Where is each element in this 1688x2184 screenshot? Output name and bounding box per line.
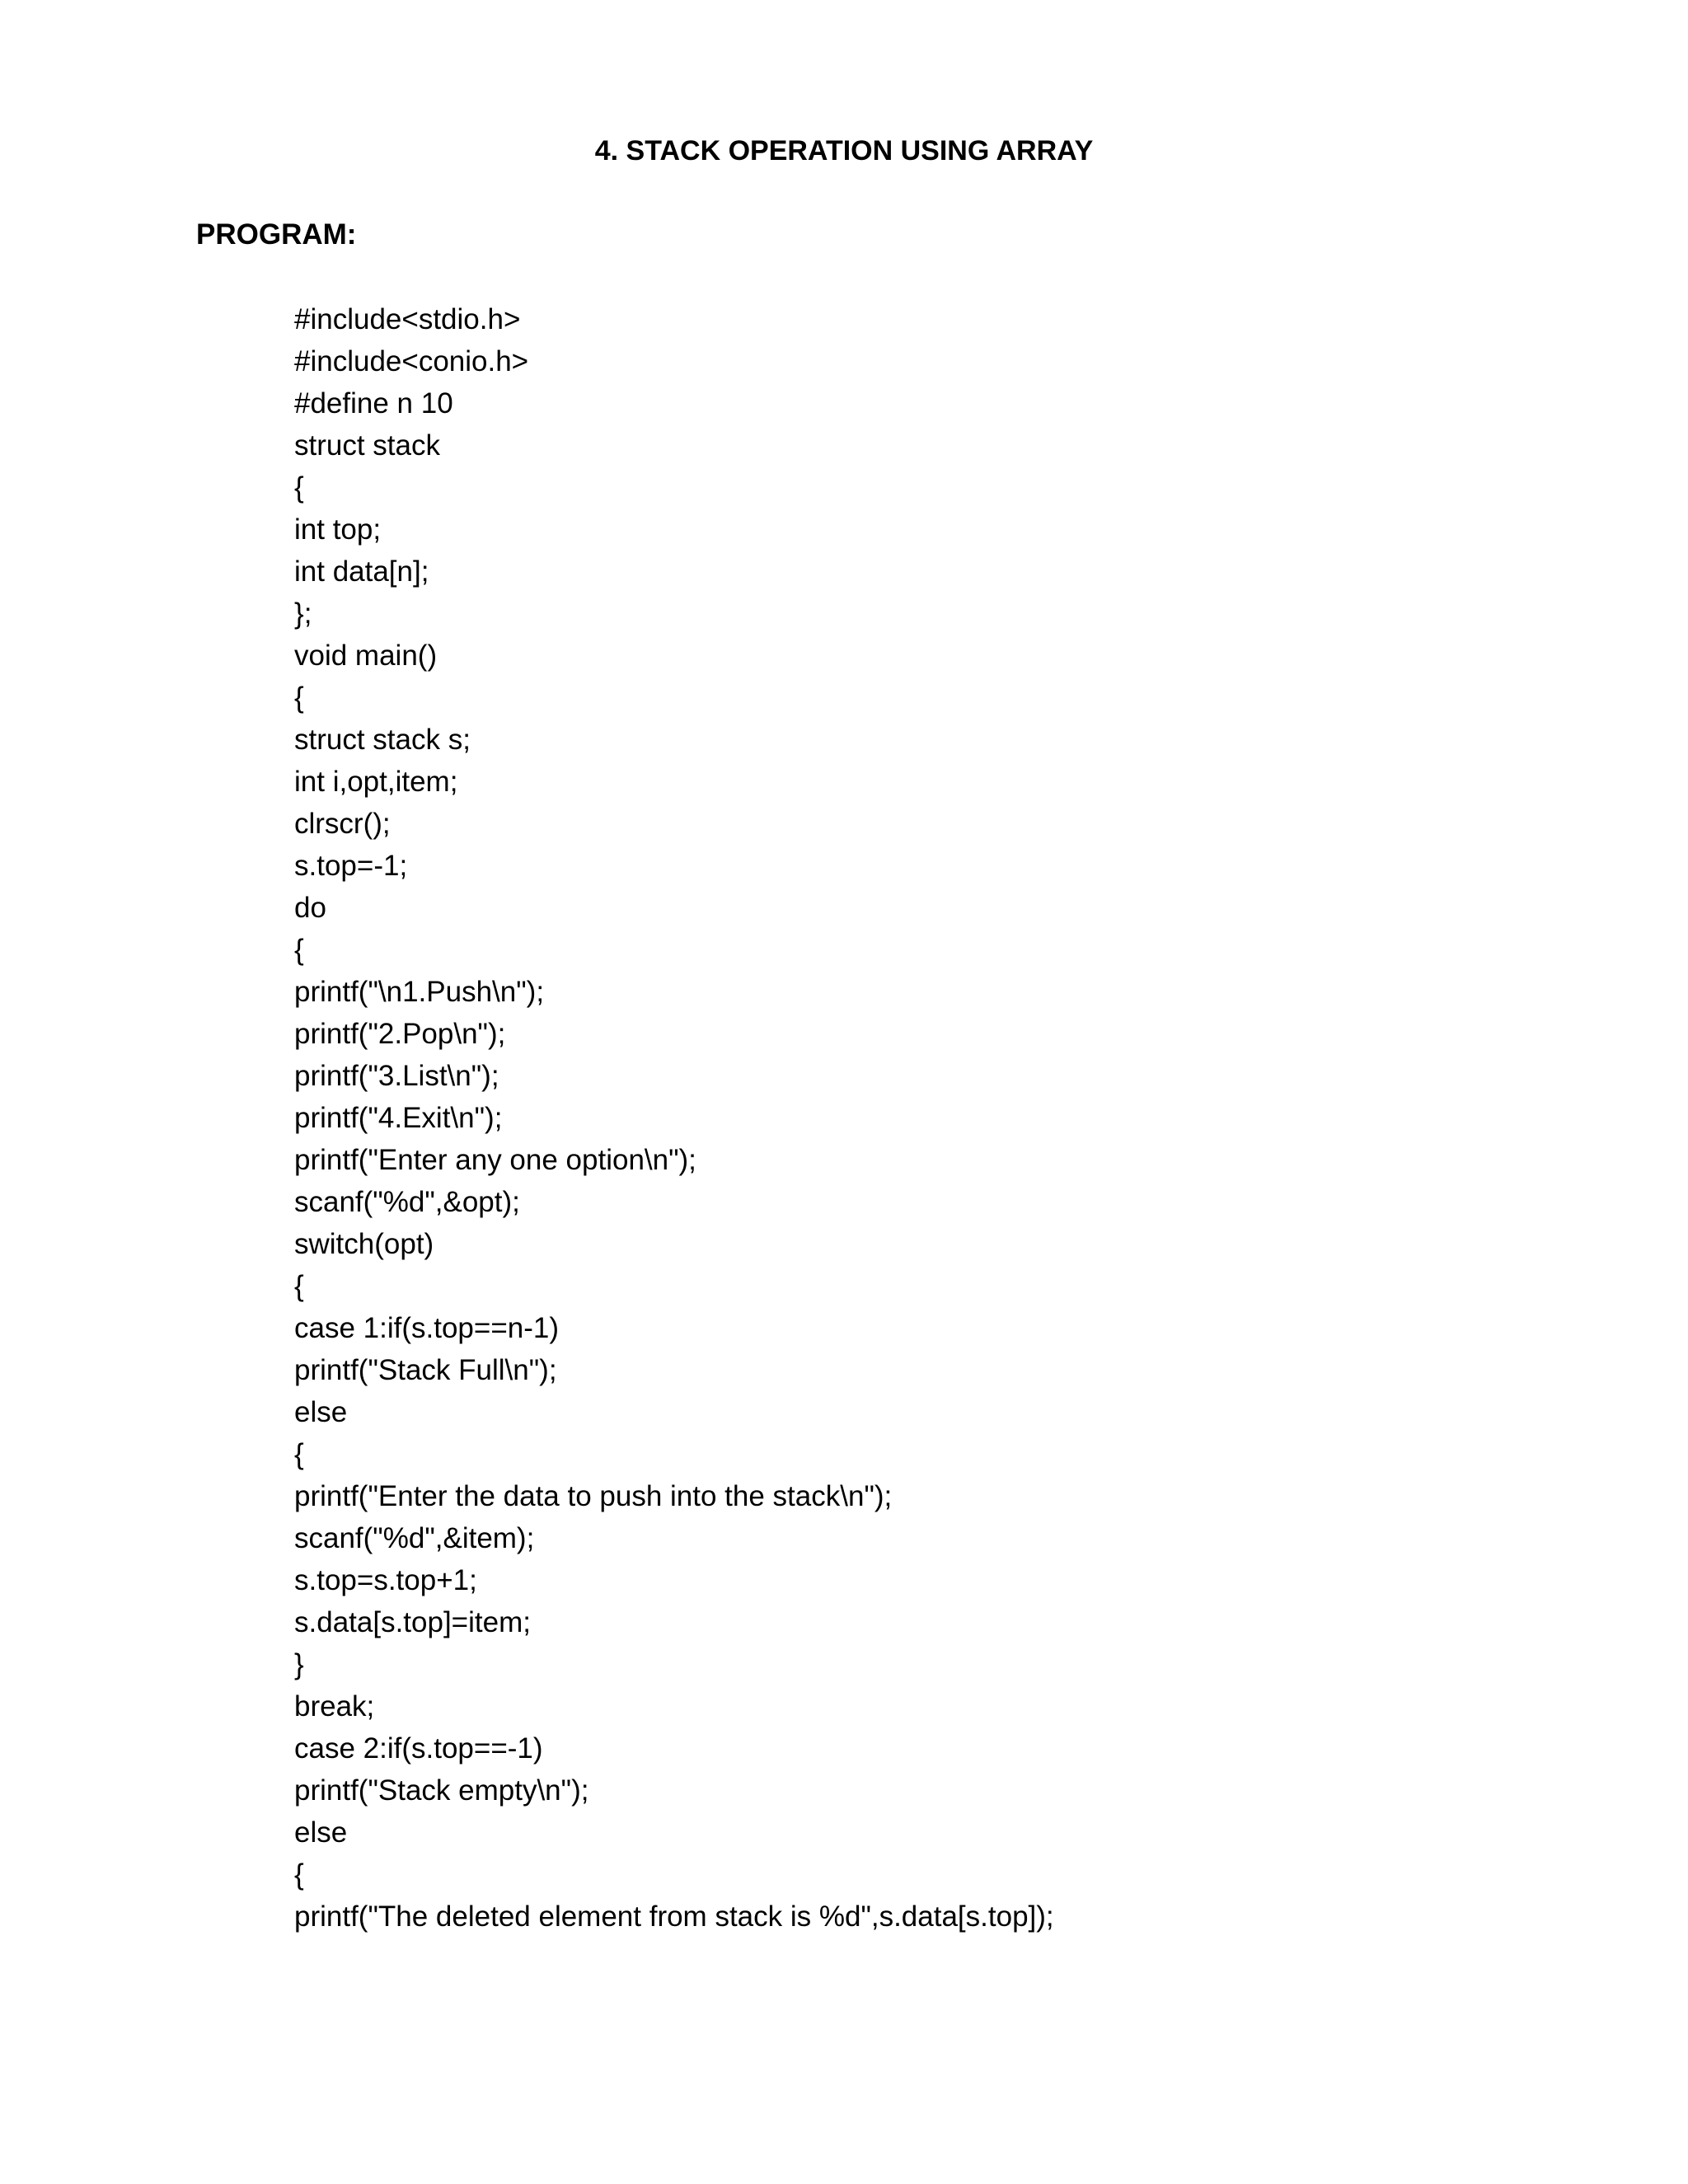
code-line: printf("Stack empty\n");	[294, 1774, 589, 1807]
code-line: switch(opt)	[294, 1228, 434, 1260]
code-line: s.top=-1;	[294, 850, 408, 882]
code-line: printf("4.Exit\n");	[294, 1102, 503, 1134]
code-line: scanf("%d",&item);	[294, 1522, 535, 1554]
code-line: #include<conio.h>	[294, 345, 529, 377]
code-line: struct stack s;	[294, 724, 471, 756]
code-line: printf("Stack Full\n");	[294, 1354, 557, 1386]
code-line: case 1:if(s.top==n-1)	[294, 1312, 559, 1344]
code-line: int i,opt,item;	[294, 766, 458, 798]
code-line: s.top=s.top+1;	[294, 1564, 477, 1596]
code-line: break;	[294, 1690, 375, 1722]
code-line: };	[294, 598, 312, 630]
code-line: {	[294, 1858, 304, 1891]
code-line: #include<stdio.h>	[294, 303, 521, 335]
code-line: void main()	[294, 640, 438, 672]
code-line: {	[294, 1438, 304, 1470]
code-line: {	[294, 682, 304, 714]
code-line: do	[294, 892, 326, 924]
code-line: else	[294, 1816, 348, 1849]
code-line: printf("\n1.Push\n");	[294, 976, 545, 1008]
code-line: printf("Enter the data to push into the stack\n");	[294, 1480, 893, 1512]
code-line: case 2:if(s.top==-1)	[294, 1732, 543, 1765]
code-line: {	[294, 471, 304, 504]
code-line: struct stack	[294, 429, 440, 462]
code-line: {	[294, 1270, 304, 1302]
code-line: {	[294, 934, 304, 966]
code-line: s.data[s.top]=item;	[294, 1606, 531, 1638]
code-line: printf("Enter any one option\n");	[294, 1144, 696, 1176]
code-line: int top;	[294, 513, 382, 546]
code-line: }	[294, 1648, 304, 1680]
code-line: scanf("%d",&opt);	[294, 1186, 520, 1218]
code-line: clrscr();	[294, 808, 391, 840]
section-heading: PROGRAM:	[196, 218, 357, 251]
code-listing	[294, 298, 1054, 1938]
code-line: else	[294, 1396, 348, 1428]
code-line: int data[n];	[294, 555, 429, 588]
code-line: printf("2.Pop\n");	[294, 1018, 506, 1050]
code-line: #define n 10	[294, 387, 453, 419]
code-line: printf("3.List\n");	[294, 1060, 499, 1092]
code-line: printf("The deleted element from stack is %d",s.data[s.top]);	[294, 1900, 1054, 1933]
document-title: 4. STACK OPERATION USING ARRAY	[594, 135, 1094, 166]
